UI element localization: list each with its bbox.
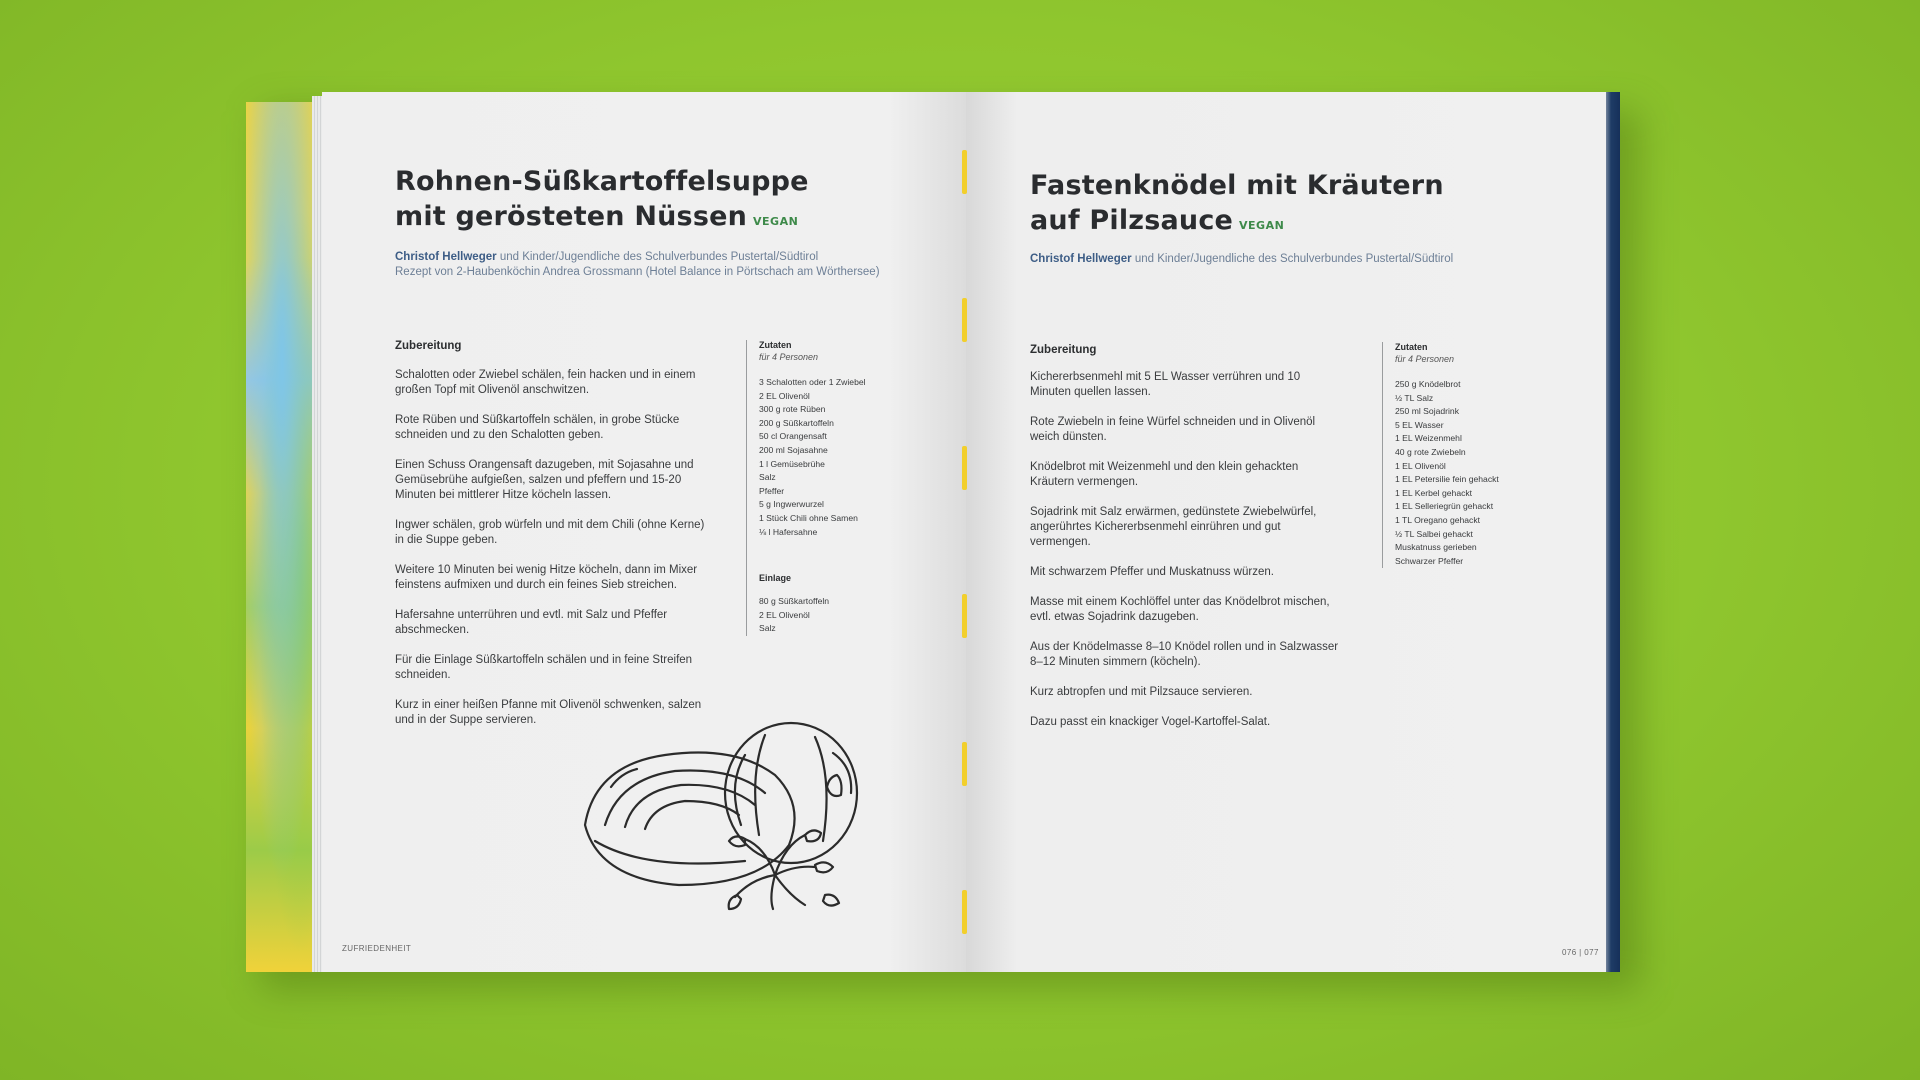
binding-stitch [962, 446, 967, 490]
ingredient-item: Pfeffer [759, 485, 785, 496]
ingredient-item: 1 EL Kerbel gehackt [1395, 487, 1473, 498]
binding-stitch [962, 594, 967, 638]
step-paragraph: Weitere 10 Minuten bei wenig Hitze köcheln, dann im Mixer feinstens aufmixen und durch ein feines Sieb streichen. [395, 564, 698, 591]
ingredient-item: 250 g Knödelbrot [1395, 379, 1461, 389]
step-paragraph: Rote Rüben und Süßkartoffeln schälen, in grobe Stücke schneiden und zu den Schalotten geben. [395, 414, 680, 441]
left-ingredients [746, 340, 909, 636]
extra-item: Salz [759, 623, 776, 634]
ingredients-sub: für 4 Personen [1395, 354, 1455, 364]
step-paragraph: Schalotten oder Zwiebel schälen, fein hacken und in einem großen Topf mit Olivenöl anschwitzen. [395, 369, 696, 396]
ingredient-item: 1 l Gemüsebrühe [759, 458, 825, 469]
left-authors [395, 250, 935, 280]
ingredient-item: ½ TL Salz [1395, 392, 1434, 403]
ingredient-item: 1 TL Oregano gehackt [1395, 514, 1481, 525]
ingredient-item: 1 EL Olivenöl [1395, 460, 1446, 471]
vegan-tag: VEGAN [753, 215, 799, 228]
left-prep-heading: Zubereitung [395, 340, 462, 352]
step-paragraph: Kurz abtropfen und mit Pilzsauce servieren. [1030, 686, 1253, 698]
left-footer: ZUFRIEDENHEIT [342, 944, 412, 953]
right-recipe-title [1030, 168, 1444, 243]
right-title-line1: Fastenknödel mit Kräutern [1030, 170, 1444, 201]
step-paragraph: Mit schwarzem Pfeffer und Muskatnuss würzen. [1030, 566, 1274, 578]
author-rest: und Kinder/Jugendliche des Schulverbundes Pustertal/Südtirol [499, 251, 819, 263]
extra-heading: Einlage [759, 573, 792, 584]
ingredient-item: 1 EL Selleriegrün gehackt [1395, 501, 1494, 512]
right-authors [1030, 252, 1550, 267]
ingredient-item: Muskatnuss gerieben [1395, 542, 1477, 553]
step-paragraph: Aus der Knödelmasse 8–10 Knödel rollen und in Salzwasser 8–12 Minuten simmern (köcheln). [1030, 641, 1339, 668]
ingredient-item: Schwarzer Pfeffer [1395, 555, 1464, 566]
credit-line: Rezept von 2-Haubenköchin Andrea Grossmann (Hotel Balance in Pörtschach am Wörthersee) [395, 266, 880, 278]
step-paragraph: Masse mit einem Kochlöffel unter das Knödelbrot mischen, evtl. etwas Sojadrink dazugeben. [1030, 596, 1330, 623]
ingredient-item: 1 Stück Chili ohne Samen [759, 512, 858, 523]
ingredient-item: 200 g Süßkartoffeln [759, 417, 834, 428]
step-paragraph: Kurz in einer heißen Pfanne mit Olivenöl schwenken, salzen und in der Suppe servieren. [395, 699, 702, 726]
step-paragraph: Knödelbrot mit Weizenmehl und den klein gehackten Kräutern vermengen. [1030, 461, 1299, 488]
step-paragraph: Dazu passt ein knackiger Vogel-Kartoffel-Salat. [1030, 716, 1271, 728]
extra-list [759, 595, 909, 636]
ingredient-item: 1 EL Weizenmehl [1395, 433, 1462, 444]
ingredient-item: 40 g rote Zwiebeln [1395, 446, 1466, 457]
ingredients-sub: für 4 Personen [759, 352, 819, 362]
ingredient-item: ½ TL Salbei gehackt [1395, 528, 1473, 539]
ingredient-list [759, 376, 909, 539]
ingredient-item: 200 ml Sojasahne [759, 444, 828, 455]
right-prep-heading: Zubereitung [1030, 344, 1097, 356]
right-title-line2: auf Pilzsauce [1030, 205, 1234, 236]
right-ingredients [1382, 342, 1545, 568]
extra-item: 2 EL Olivenöl [759, 609, 810, 620]
step-paragraph: Sojadrink mit Salz erwärmen, gedünstete Zwiebelwürfel, angerührtes Kichererbsenmehl einrühren und gut vermengen. [1030, 506, 1317, 548]
right-page [966, 92, 1606, 972]
left-recipe-title [395, 164, 809, 239]
page-numbers: 076 | 077 [1562, 948, 1599, 957]
left-title-line2: mit gerösteten Nüssen [395, 201, 748, 232]
binding-stitch [962, 742, 967, 786]
step-paragraph: Für die Einlage Süßkartoffeln schälen und in feine Streifen schneiden. [395, 654, 693, 681]
ingredient-item: 2 EL Olivenöl [759, 390, 810, 401]
binding-stitch [962, 890, 967, 934]
author-name: Christof Hellweger [1030, 253, 1132, 265]
ingredient-item: 5 EL Wasser [1395, 419, 1444, 430]
ingredient-item: Salz [759, 472, 776, 483]
step-paragraph: Kichererbsenmehl mit 5 EL Wasser verrühren und 10 Minuten quellen lassen. [1030, 371, 1301, 398]
binding-stitch [962, 150, 967, 194]
right-steps [1030, 370, 1340, 745]
ingredients-heading: Zutaten [1395, 342, 1428, 352]
vegan-tag: VEGAN [1239, 219, 1285, 232]
ingredient-item: 5 g Ingwerwurzel [759, 499, 824, 510]
ingredients-heading: Zutaten [759, 340, 792, 350]
author-name: Christof Hellweger [395, 251, 497, 263]
step-paragraph: Rote Zwiebeln in feine Würfel schneiden und in Olivenöl weich dünsten. [1030, 416, 1316, 443]
ingredient-item: 300 g rote Rüben [759, 404, 826, 415]
ingredient-item: ⅛ l Hafersahne [759, 526, 818, 537]
step-paragraph: Einen Schuss Orangensaft dazugeben, mit Sojasahne und Gemüsebrühe aufgießen, salzen und pfeffern und 15-20 Minuten bei mittlerer Hitze köcheln lassen. [395, 459, 694, 501]
ingredient-item: 50 cl Orangensaft [759, 431, 827, 442]
step-paragraph: Hafersahne unterrühren und evtl. mit Salz und Pfeffer abschmecken. [395, 609, 668, 636]
step-paragraph: Ingwer schälen, grob würfeln und mit dem Chili (ohne Kerne) in die Suppe geben. [395, 519, 705, 546]
ingredient-item: 3 Schalotten oder 1 Zwiebel [759, 377, 866, 387]
ingredient-item: 250 ml Sojadrink [1395, 406, 1460, 417]
extra-item: 80 g Süßkartoffeln [759, 596, 830, 607]
left-title-line1: Rohnen-Süßkartoffelsuppe [395, 166, 809, 197]
ingredient-item: 1 EL Petersilie fein gehackt [1395, 474, 1499, 485]
onion-drawing-icon [575, 715, 905, 925]
ingredient-list [1395, 378, 1545, 568]
binding-stitch [962, 298, 967, 342]
left-steps [395, 368, 705, 743]
author-rest: und Kinder/Jugendliche des Schulverbundes Pustertal/Südtirol [1134, 253, 1454, 265]
